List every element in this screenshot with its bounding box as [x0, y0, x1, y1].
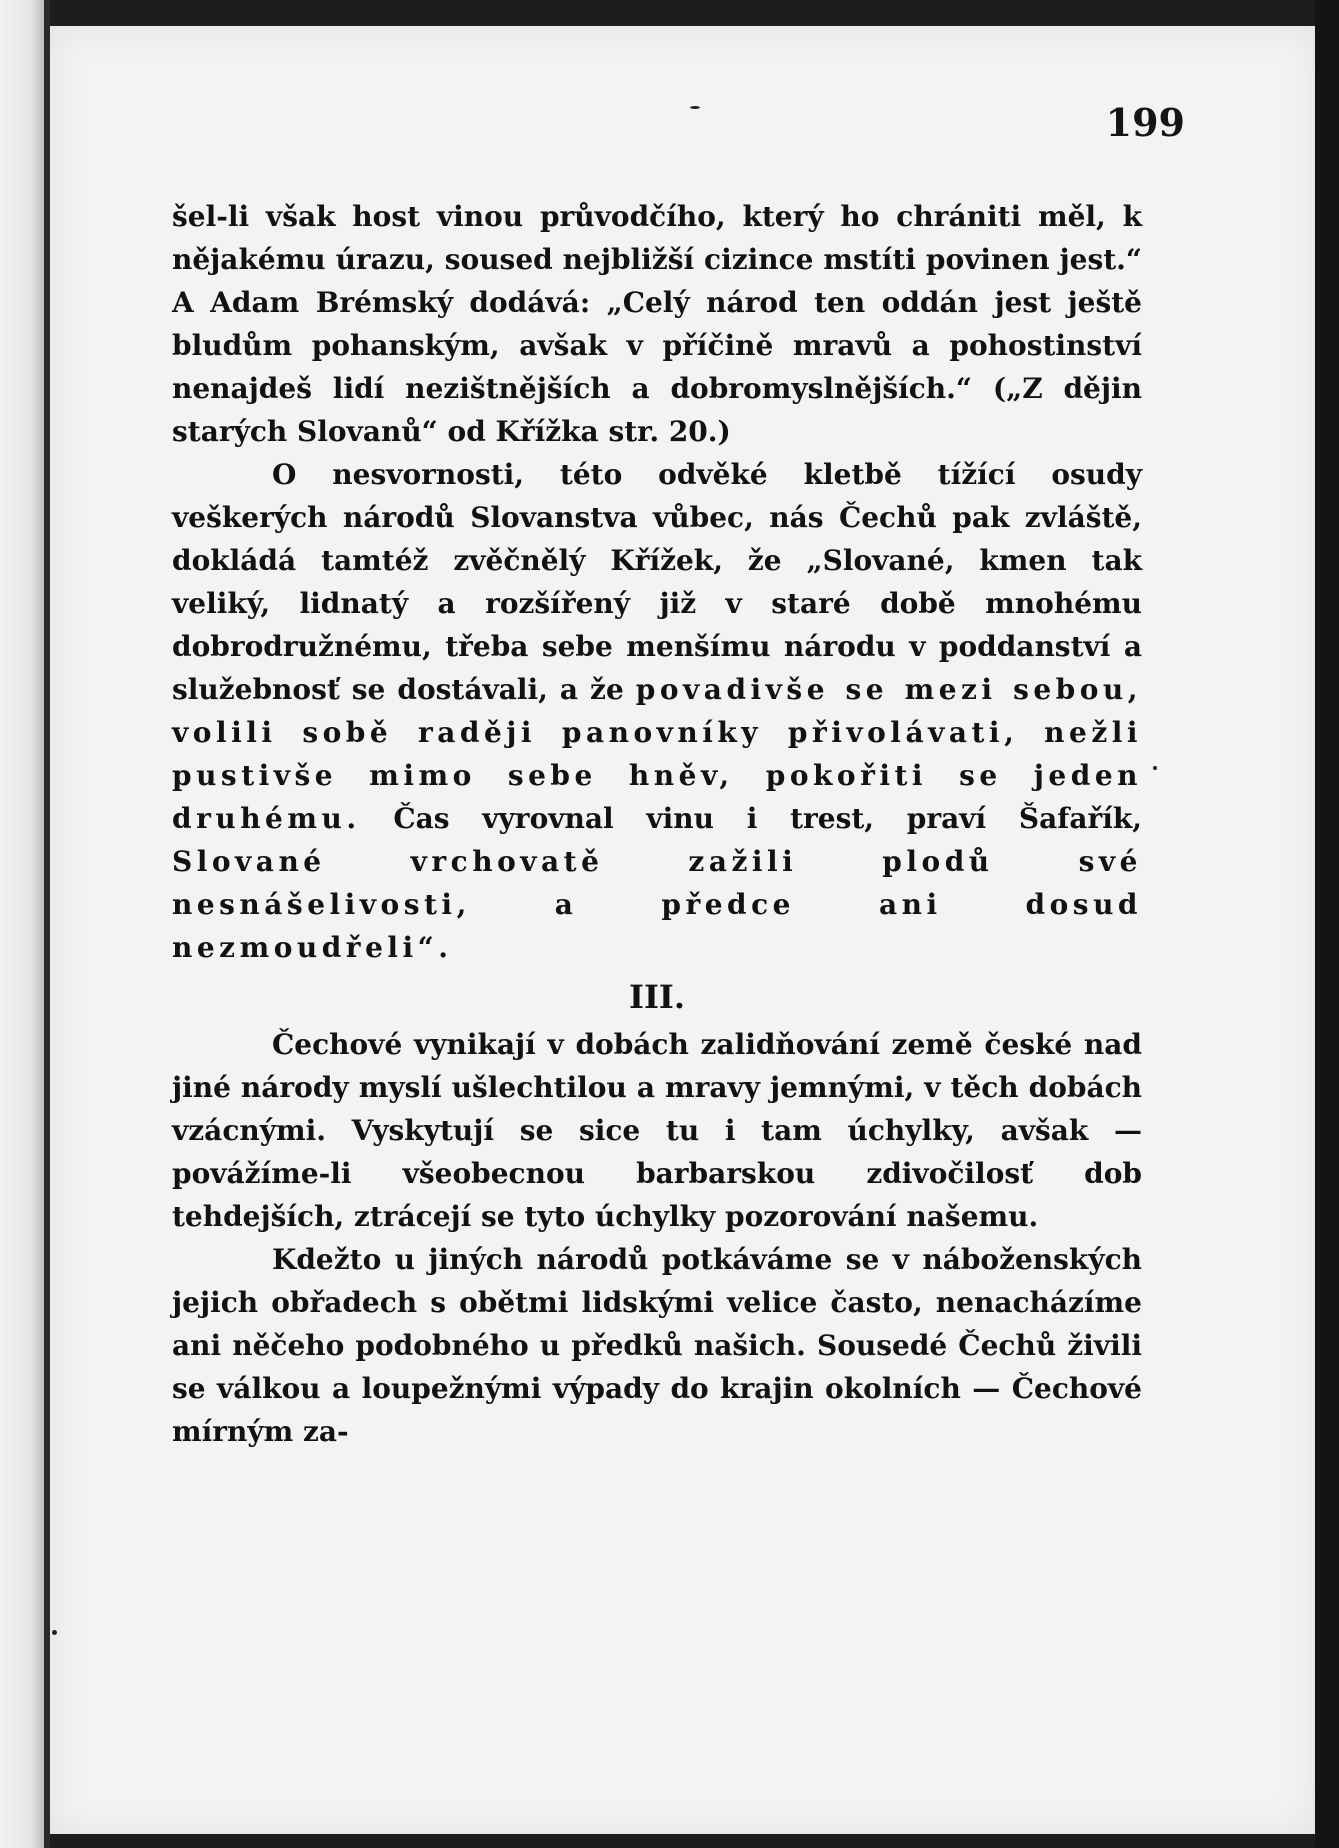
paragraph-4: Kdežto u jiných národů potkáváme se v náboženských jejich obřadech s obětmi lidskými velice často, nenacházíme ani něčeho podobného u předků našich. Sousedé Čechů živili se válkou a loupežnými výpady do krajin okolních — Čechové mírným za- [172, 1243, 1142, 1448]
paragraph-2-part-1: O nesvornosti, této odvěké kletbě tížící osudy veškerých národů Slovanstva vůbec, nás Čechů pak zvláště, dokládá tamtéž zvěčnělý Křížek, že „Slované, kmen tak veliký, lidnatý a rozšířený již v staré době mnohému dobrodružnému, třeba sebe menšímu národu v poddanství a služebnosť se dostávali, a že [172, 458, 1142, 706]
scan-speck [690, 106, 700, 109]
page-body [172, 195, 1142, 1453]
left-page-edge [0, 0, 44, 1848]
page-number: 199 [1105, 100, 1185, 145]
scan-border [1315, 0, 1339, 1848]
paragraph-2 [172, 453, 1142, 969]
paragraph-2-part-2: Čas vyrovnal vinu i trest, praví Šafařík, [393, 802, 1142, 835]
paragraph-2-spaced-part-2: Slované vrchovatě zažili plodů své nesnášelivosti, a předce ani dosud nezmoudřeli“. [172, 845, 1142, 964]
paragraph-3: Čechové vynikají v dobách zalidňování země české nad jiné národy myslí ušlechtilou a mravy jemnými, v těch dobách vzácnými. Vyskytují se sice tu i tam úchylky, avšak — povážíme-li všeobecnou barbarskou zdivočilosť dob tehdejších, ztrácejí se tyto úchylky pozorování našemu. [172, 1028, 1142, 1233]
scan-speck [52, 1630, 57, 1635]
section-heading: III. [628, 978, 686, 1016]
scan-speck [1153, 766, 1157, 770]
paragraph-2-spaced-part-1: povadivše se mezi sebou, volili sobě raději panovníky přivolávati, nežli pustivše mimo sebe hněv, pokořiti se jeden druhému. [172, 673, 1143, 835]
paragraph-1: šel-li však host vinou průvodčího, který ho chrániti měl, k nějakému úrazu, soused nejbližší cizince mstíti povinen jest.“ A Adam Brémský dodává: „Celý národ ten oddán jest ještě bludům pohanským, avšak v příčině mravů a pohostinství nenajdeš lidí nezištnějších a dobromyslnějších.“ („Z dějin starých Slovanů“ od Křížka str. 20.) [172, 200, 1142, 448]
